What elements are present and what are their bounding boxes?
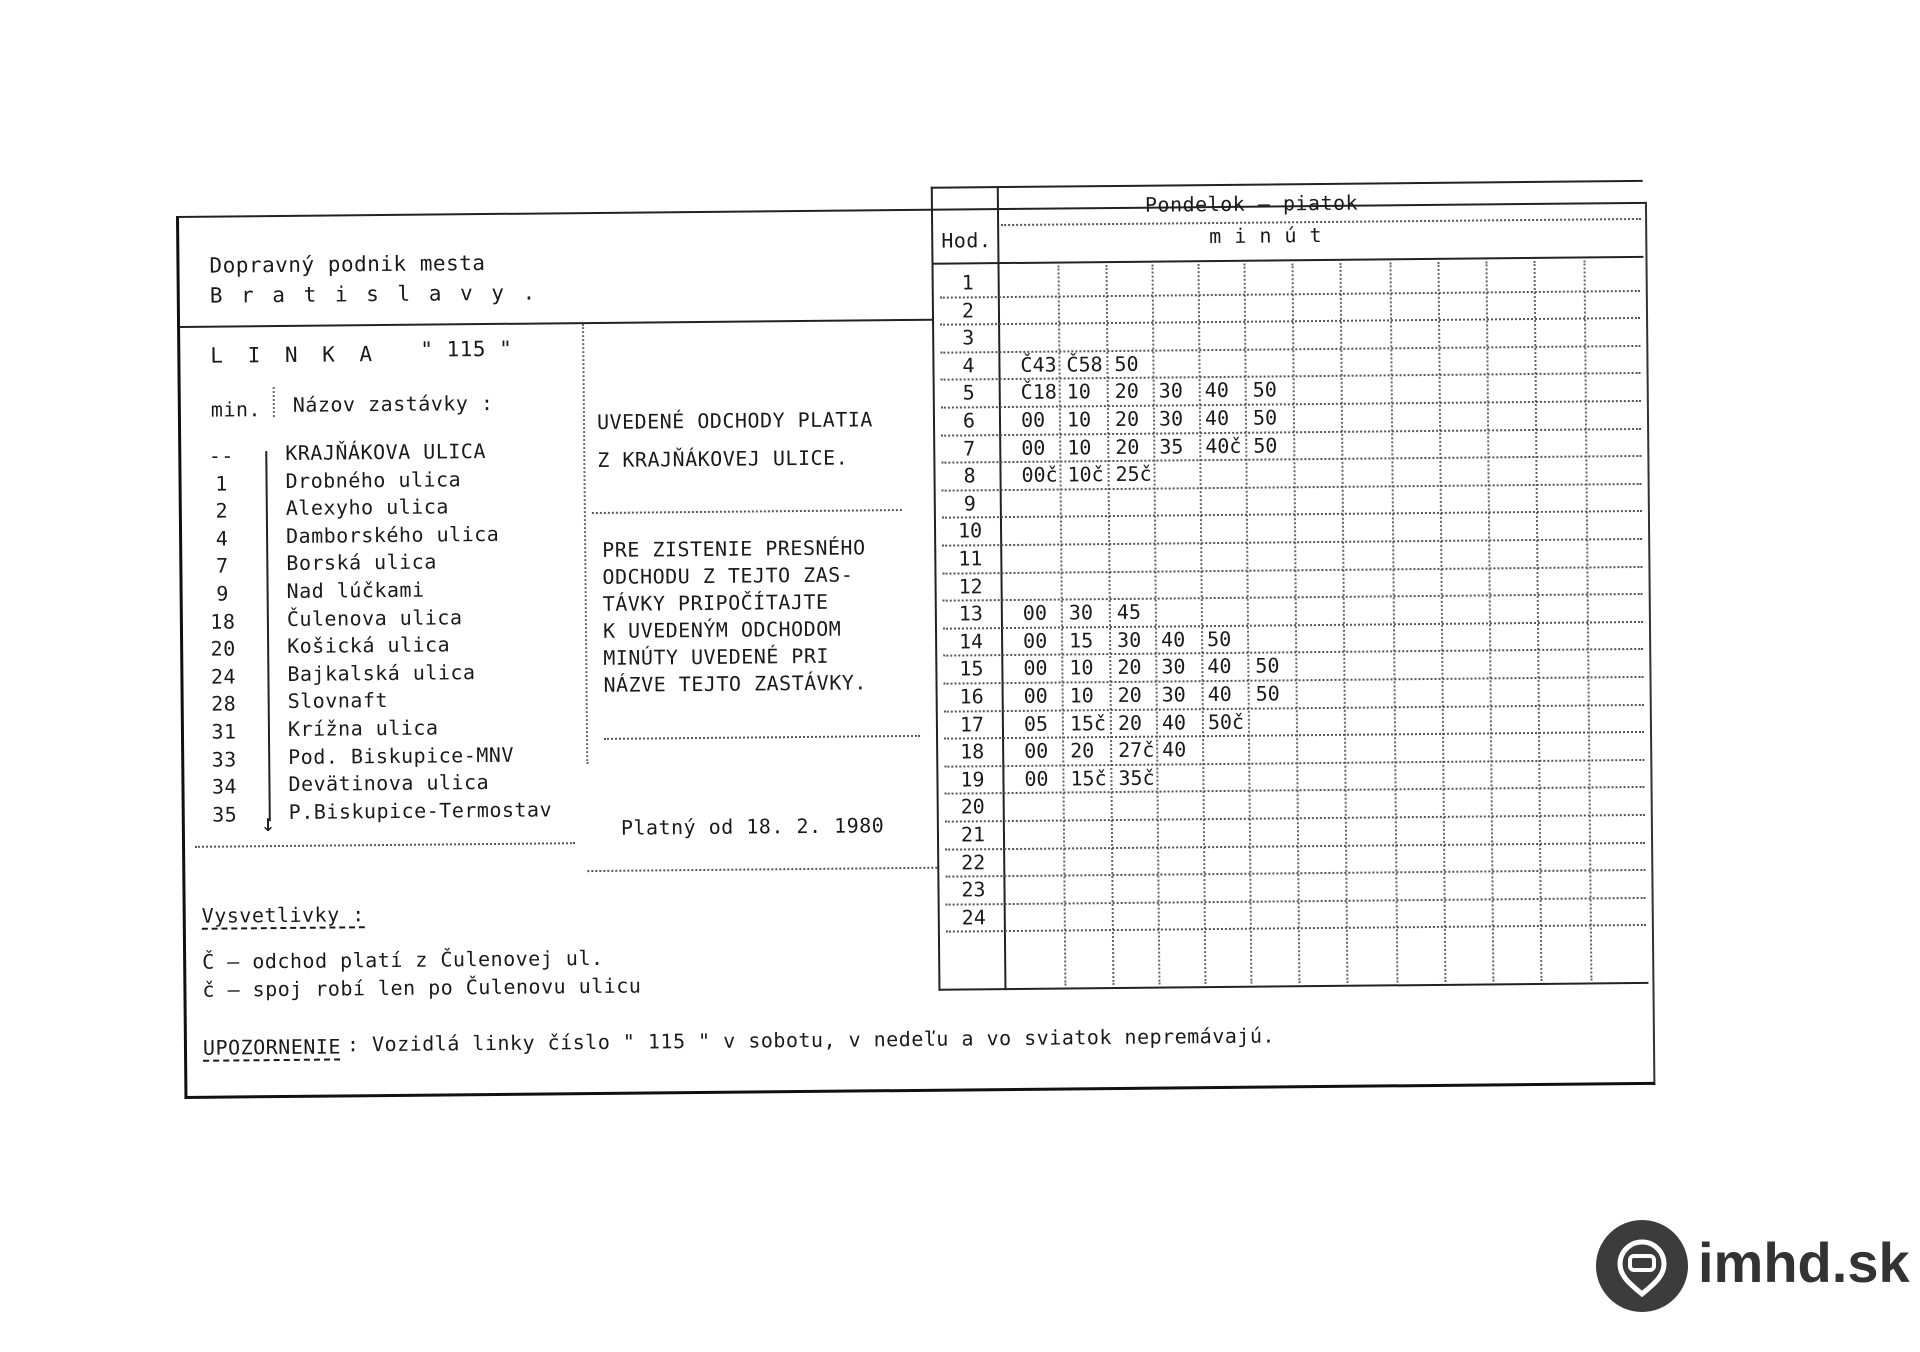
- hour-cell: 13: [958, 601, 984, 626]
- stop-name: KRAJŇÁKOVA ULICA: [285, 439, 487, 465]
- stop-name: Drobného ulica: [285, 466, 462, 493]
- departure-minute: 30: [1158, 378, 1183, 403]
- departure-minute: 50: [1252, 405, 1278, 430]
- hour-cell: 15: [959, 656, 984, 681]
- departure-minute: 30: [1161, 682, 1186, 707]
- stop-minutes: 1: [215, 471, 228, 496]
- hour-cell: 17: [959, 711, 985, 737]
- departure-minute: 10: [1069, 655, 1094, 680]
- stop-minutes: 4: [215, 526, 229, 551]
- hour-cell: 3: [962, 325, 975, 350]
- stop-minutes: 18: [210, 609, 236, 634]
- departure-minute: 20: [1114, 379, 1139, 404]
- warning-text: : Vozidlá linky číslo " 115 " v sobotu, v nedeľu a vo sviatok nepremávajú.: [346, 1023, 1276, 1057]
- hour-cell: 12: [958, 573, 983, 599]
- departure-minute: 30: [1116, 627, 1142, 652]
- departure-minute: 30: [1158, 406, 1184, 431]
- hour-cell: 22: [961, 849, 986, 875]
- company-name-line2: B r a t i s l a v y .: [209, 280, 539, 308]
- line-label: L I N K A: [210, 342, 379, 368]
- departure-minute: 25č: [1115, 461, 1152, 487]
- departure-minute: 40č: [1205, 433, 1242, 458]
- hour-cell: 5: [962, 380, 975, 405]
- hour-cell: 23: [961, 877, 986, 902]
- departure-minute: 35: [1159, 433, 1184, 459]
- departure-minute: 00: [1024, 766, 1049, 791]
- hour-cell: 20: [960, 794, 985, 819]
- timetable-header-divider: [931, 256, 1643, 265]
- notice-line: TÁVKY PRIPOČÍTAJTE: [602, 589, 829, 616]
- stops-min-header: min.: [210, 397, 262, 422]
- departure-minute: 15č: [1070, 765, 1107, 791]
- minutes-header: m i n ú t: [1209, 222, 1323, 249]
- direction-arrow-icon: ↓: [260, 809, 276, 838]
- company-name-line1: Dopravný podnik mesta: [209, 251, 486, 278]
- departure-minute: 00: [1023, 628, 1048, 653]
- hour-cell: 8: [963, 463, 976, 488]
- notice-left-border: [582, 324, 588, 764]
- line-number: " 115 ": [420, 336, 513, 362]
- departure-minute: 27č: [1118, 737, 1155, 763]
- hour-cell: 9: [963, 491, 976, 516]
- departure-minute: 30: [1161, 654, 1186, 679]
- departure-minute: 15č: [1069, 710, 1107, 736]
- stop-name: P.Biskupice-Termostav: [288, 797, 553, 824]
- departure-minute: 50: [1114, 351, 1139, 376]
- hour-cell: 2: [961, 297, 975, 323]
- stops-bottom-divider: [195, 842, 575, 848]
- departure-minute: 50: [1252, 377, 1277, 403]
- days-header: Pondelok – piatok: [1144, 190, 1359, 217]
- valid-from: Platný od 18. 2. 1980: [620, 813, 885, 840]
- stop-name: Čulenova ulica: [286, 604, 463, 631]
- stop-name: Pod. Biskupice-MNV: [288, 742, 515, 769]
- departure-minute: 50: [1253, 433, 1278, 458]
- departure-minute: 50: [1255, 681, 1280, 706]
- notice-line: Z KRAJŇÁKOVEJ ULICE.: [597, 445, 849, 472]
- stop-name: Damborského ulica: [285, 521, 500, 548]
- notice-line: K UVEDENÝM ODCHODOM: [602, 616, 842, 643]
- hour-cell: 6: [962, 408, 976, 433]
- departure-minute: 45: [1116, 599, 1142, 625]
- stop-name: Bajkalská ulica: [287, 659, 476, 686]
- legend-item-2: č – spoj robí len po Čulenovu ulicu: [202, 973, 642, 1002]
- notice-divider-2: [604, 735, 920, 740]
- departure-minute: Č58: [1066, 351, 1103, 377]
- hour-cell: 11: [958, 546, 983, 571]
- imhd-logo-text: imhd.sk: [1698, 1231, 1910, 1294]
- direction-arrow-line: [265, 451, 271, 821]
- hour-header: Hod.: [941, 228, 992, 253]
- hour-cell: 4: [962, 353, 975, 378]
- stop-minutes: 9: [216, 581, 230, 606]
- notice-line: MINÚTY UVEDENÉ PRI: [603, 643, 830, 670]
- departure-minute: 00: [1023, 656, 1048, 681]
- stop-name: Borská ulica: [286, 549, 437, 576]
- notice-line: PRE ZISTENIE PRESNÉHO: [602, 535, 866, 562]
- hour-cell: 16: [959, 684, 984, 709]
- departure-minute: 30: [1068, 600, 1094, 625]
- stop-minutes: 33: [211, 747, 237, 772]
- departure-minute: 20: [1070, 738, 1095, 763]
- stop-name: Alexyho ulica: [285, 494, 449, 521]
- stop-minutes: 2: [215, 498, 229, 523]
- departure-minute: 20: [1117, 710, 1143, 735]
- departure-minute: 00: [1023, 683, 1048, 708]
- hour-cell: 24: [961, 905, 986, 930]
- departure-minute: 00: [1022, 600, 1048, 626]
- notice-bottom-border: [587, 867, 937, 872]
- stop-name: Košická ulica: [287, 632, 451, 659]
- hour-cell: 10: [957, 518, 983, 543]
- hour-cell: 19: [960, 767, 985, 792]
- stop-name: Slovnaft: [287, 688, 389, 714]
- departure-minute: 50: [1206, 626, 1232, 651]
- hour-cell: 7: [963, 435, 976, 461]
- departure-minute: 20: [1115, 434, 1140, 459]
- notice-line: NÁZVE TEJTO ZASTÁVKY.: [603, 670, 867, 697]
- departure-minute: 40: [1161, 709, 1187, 735]
- departure-minute: 10: [1066, 379, 1091, 404]
- departure-minute: 00: [1024, 738, 1049, 764]
- notice-divider-1: [592, 509, 902, 514]
- stops-name-header: Názov zastávky :: [292, 390, 494, 417]
- stop-minutes: 20: [210, 636, 236, 661]
- departure-minute: 40: [1204, 378, 1229, 403]
- departure-minute: 20: [1114, 406, 1140, 431]
- departure-minute: 40: [1162, 737, 1187, 762]
- departure-minute: 40: [1160, 627, 1186, 652]
- departure-minute: 00: [1021, 435, 1046, 460]
- legend-item-1: Č – odchod platí z Čulenovej ul.: [202, 945, 604, 974]
- warning-divider: [938, 982, 1648, 991]
- header-divider: [180, 319, 932, 328]
- departure-minute: 10: [1066, 407, 1092, 432]
- departure-minute: Č18: [1020, 379, 1057, 405]
- stop-name: Nad lúčkami: [286, 577, 425, 603]
- stop-minutes: --: [208, 443, 234, 468]
- departure-minute: 05: [1023, 711, 1049, 736]
- departure-minute: 40: [1207, 681, 1232, 707]
- stop-minutes: 31: [211, 719, 237, 744]
- departure-minute: 40: [1204, 405, 1230, 431]
- stop-name: Krížna ulica: [287, 715, 439, 741]
- hour-cell: 1: [961, 270, 974, 295]
- departure-minute: 50č: [1207, 709, 1245, 734]
- departure-minute: 00č: [1021, 462, 1058, 488]
- stop-minutes: 28: [211, 691, 237, 717]
- stop-minutes: 7: [215, 553, 229, 579]
- stop-minutes: 24: [210, 664, 237, 689]
- stop-minutes: 34: [211, 774, 238, 799]
- departure-minute: 40: [1207, 654, 1232, 679]
- departure-minute: 50: [1255, 653, 1280, 679]
- departure-minute: 10: [1067, 434, 1092, 460]
- notice-line: UVEDENÉ ODCHODY PLATIA: [596, 407, 874, 434]
- notice-line: ODCHODU Z TEJTO ZAS-: [602, 562, 854, 589]
- legend-title: Vysvetlivky :: [201, 902, 365, 928]
- warning-label: UPOZORNENIE: [202, 1034, 342, 1060]
- departure-minute: 35č: [1118, 765, 1155, 790]
- departure-minute: 20: [1117, 655, 1142, 680]
- timetable-top-border: [931, 180, 1643, 189]
- departure-minute: 15: [1068, 628, 1094, 653]
- timetable-card: [176, 190, 1655, 1099]
- stop-minutes: 35: [212, 802, 238, 827]
- departure-minute: 00: [1020, 407, 1046, 432]
- imhd-logo-icon: [1596, 1220, 1688, 1312]
- departure-minute: 10č: [1067, 462, 1104, 487]
- stops-header-separator: [273, 387, 275, 417]
- departure-minute: 20: [1117, 682, 1142, 707]
- hour-cell: 21: [960, 822, 986, 847]
- departure-minute: 10: [1069, 683, 1094, 708]
- departure-minute: Č43: [1020, 352, 1057, 377]
- hour-cell: 14: [958, 629, 984, 654]
- hour-cell: 18: [960, 739, 985, 764]
- stop-name: Devätinova ulica: [288, 770, 490, 797]
